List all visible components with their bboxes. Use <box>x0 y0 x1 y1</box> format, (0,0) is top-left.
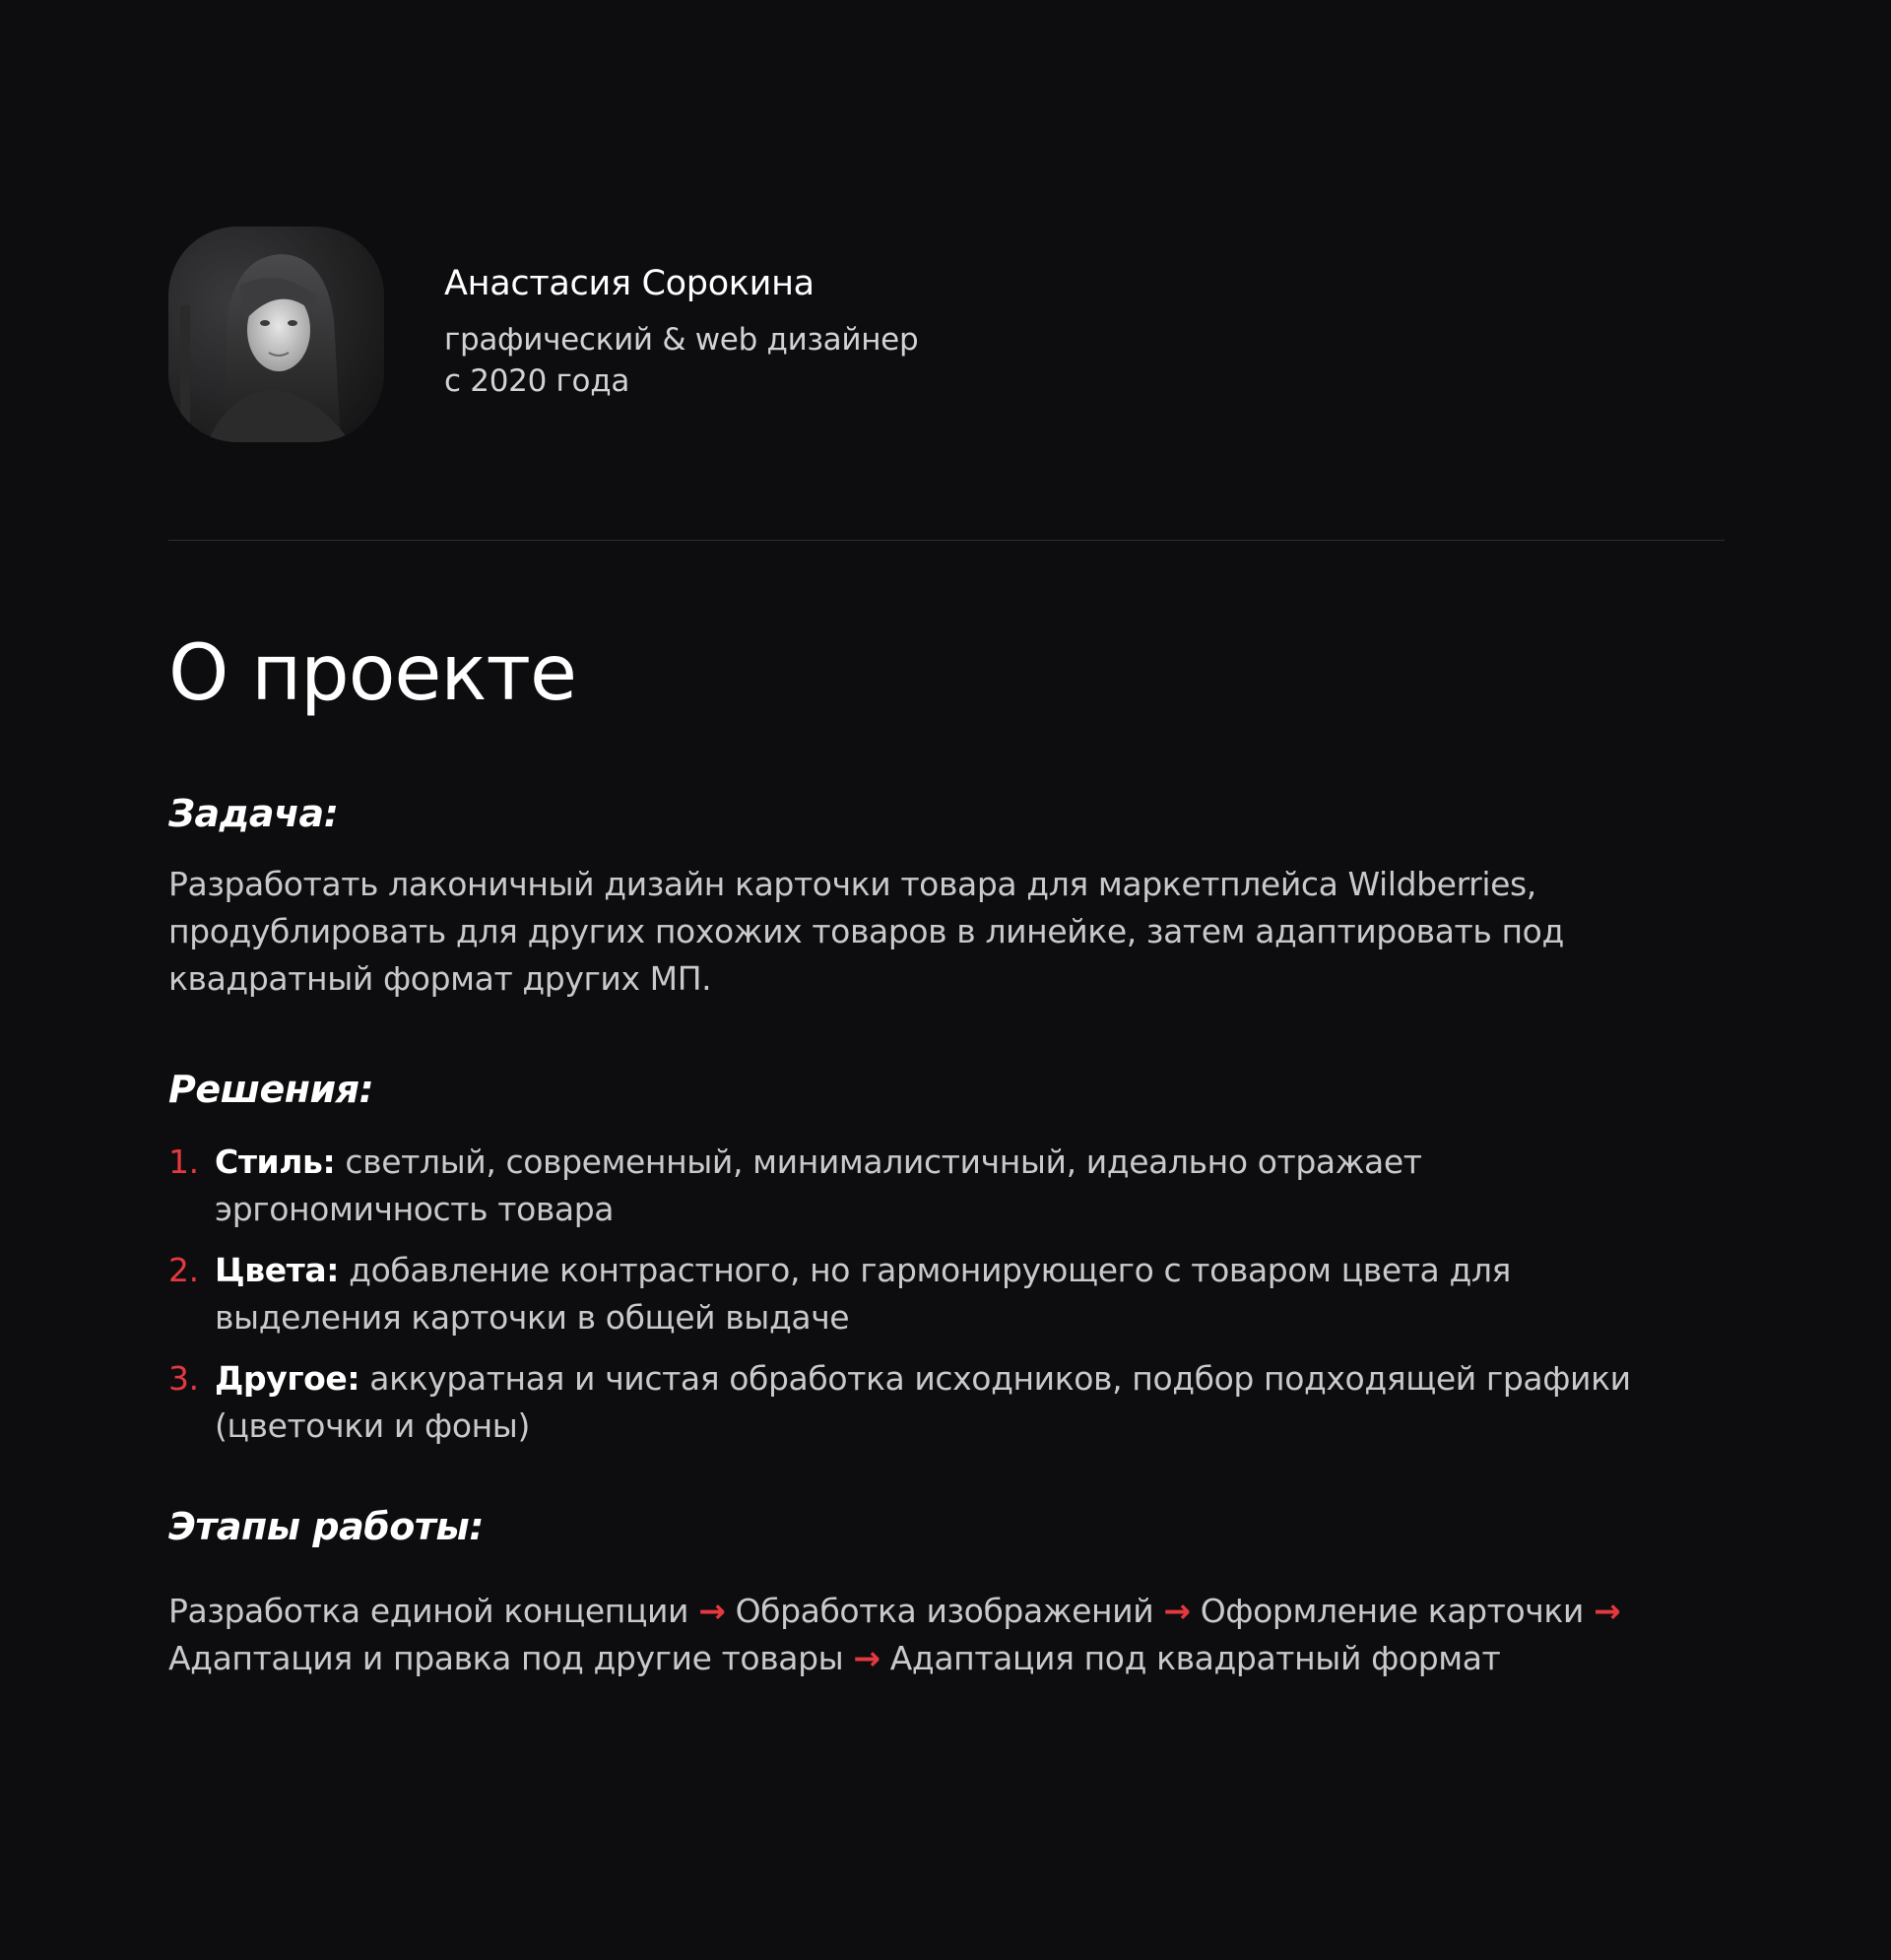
section-title: О проекте <box>168 629 576 718</box>
divider <box>168 540 1725 541</box>
stage-item: Оформление карточки <box>1200 1592 1584 1630</box>
arrow-right-icon: → <box>1163 1592 1191 1630</box>
stage-item: Адаптация и правка под другие товары <box>168 1639 844 1677</box>
stage-item: Адаптация под квадратный формат <box>889 1639 1501 1677</box>
solution-number: 2. <box>168 1251 199 1289</box>
task-text: Разработать лаконичный дизайн карточки товара для маркетплейса Wildberries, продублировать для других похожих товаров в линейке, затем адаптировать под квадратный формат других МП. <box>168 865 1564 998</box>
solution-number: 1. <box>168 1143 199 1181</box>
solution-text: светлый, современный, минималистичный, идеально отражает эргономичность товара <box>215 1143 1422 1228</box>
profile-info <box>444 264 918 402</box>
about-content <box>168 790 1725 1682</box>
task-heading: Задача: <box>168 792 339 835</box>
author-profile <box>168 227 1725 443</box>
author-experience: с 2020 года <box>444 363 630 399</box>
author-role-line: графический & web дизайнер <box>444 322 919 358</box>
arrow-right-icon: → <box>1594 1592 1621 1630</box>
stage-item: Обработка изображений <box>735 1592 1154 1630</box>
solution-item <box>168 1355 1702 1450</box>
solution-term: Стиль: <box>215 1143 336 1181</box>
avatar <box>168 227 384 442</box>
solution-text: добавление контрастного, но гармонирующего с товаром цвета для выделения карточки в общей выдаче <box>215 1251 1512 1337</box>
solution-text: аккуратная и чистая обработка исходников, подбор подходящей графики (цветочки и фоны) <box>215 1359 1631 1445</box>
stages-heading: Этапы работы: <box>168 1505 484 1548</box>
solution-term: Цвета: <box>215 1251 340 1289</box>
solution-item <box>168 1139 1702 1233</box>
arrow-right-icon: → <box>698 1592 726 1630</box>
solutions-list <box>168 1139 1725 1450</box>
author-name: Анастасия Сорокина <box>444 264 815 303</box>
solution-number: 3. <box>168 1359 199 1398</box>
solutions-heading: Решения: <box>168 1068 374 1111</box>
stage-item: Разработка единой концепции <box>168 1592 689 1630</box>
solution-item <box>168 1247 1702 1341</box>
solution-term: Другое: <box>215 1359 360 1398</box>
arrow-right-icon: → <box>853 1639 880 1677</box>
stages-flow <box>168 1588 1725 1682</box>
author-role <box>444 319 918 402</box>
